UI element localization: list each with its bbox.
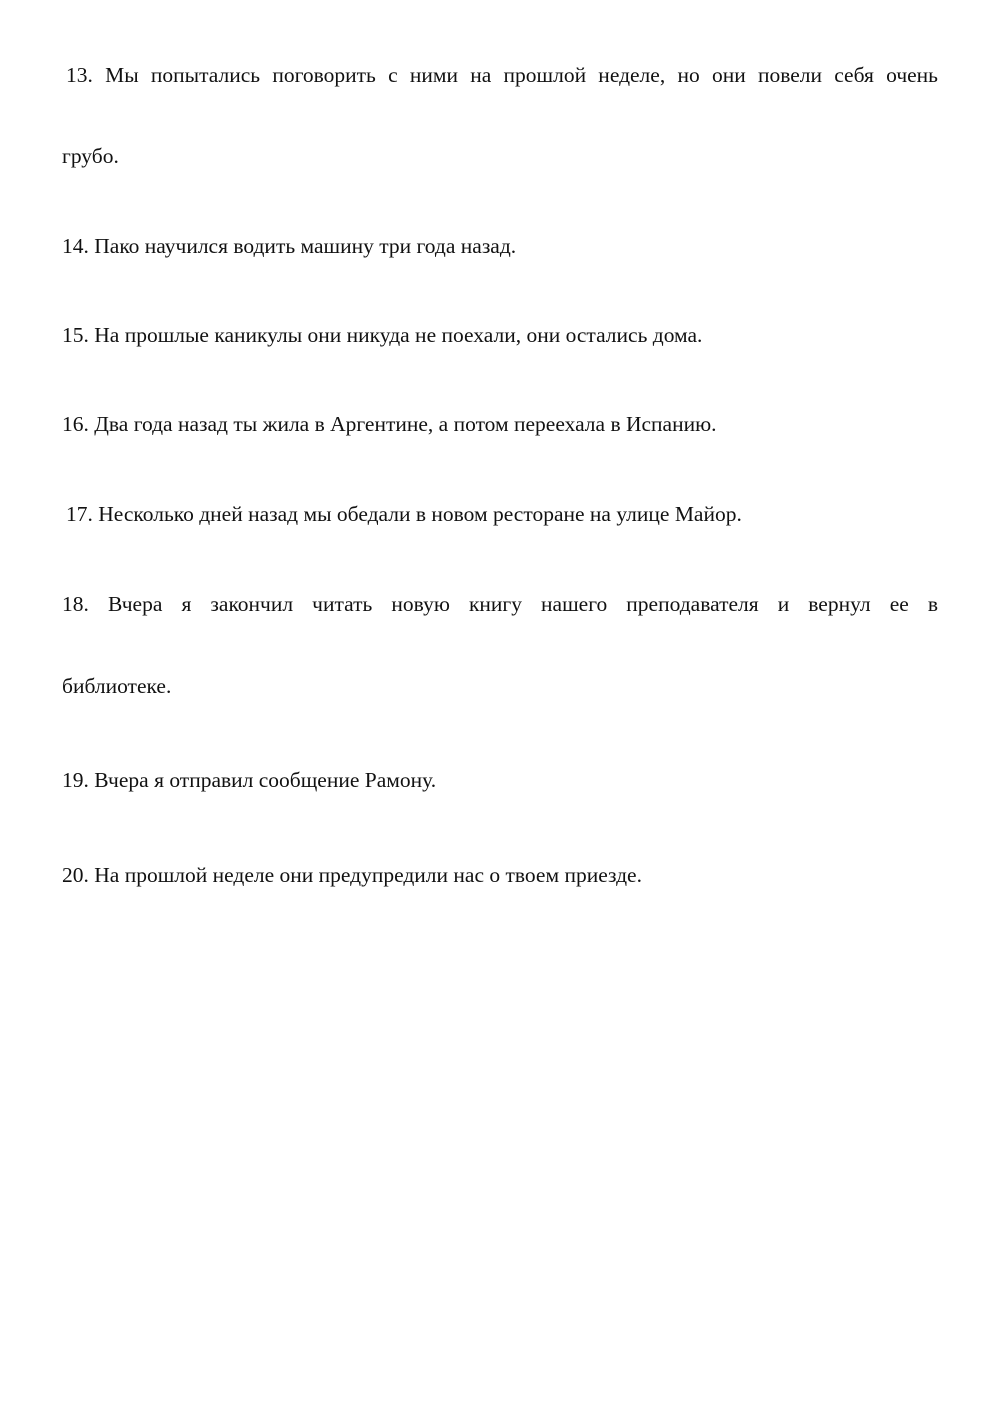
sentence-13-line-2: грубо. xyxy=(62,144,119,168)
sentence-13-line-1: 13. Мы попытались поговорить с ними на прошлой неделе, но они повели себя очень xyxy=(66,63,938,87)
sentence-17: 17. Несколько дней назад мы обедали в новом ресторане на улице Майор. xyxy=(66,502,742,526)
sentence-18-line-2: библиотеке. xyxy=(62,674,172,698)
sentence-18-line-1: 18. Вчера я закончил читать новую книгу нашего преподавателя и вернул ее в xyxy=(62,592,938,616)
sentence-14: 14. Пако научился водить машину три года назад. xyxy=(62,234,517,258)
sentence-15: 15. На прошлые каникулы они никуда не поехали, они остались дома. xyxy=(62,323,703,347)
sentence-20: 20. На прошлой неделе они предупредили нас о твоем приезде. xyxy=(62,863,642,887)
sentence-16: 16. Два года назад ты жила в Аргентине, а потом переехала в Испанию. xyxy=(62,412,717,436)
sentence-19: 19. Вчера я отправил сообщение Рамону. xyxy=(62,768,437,792)
